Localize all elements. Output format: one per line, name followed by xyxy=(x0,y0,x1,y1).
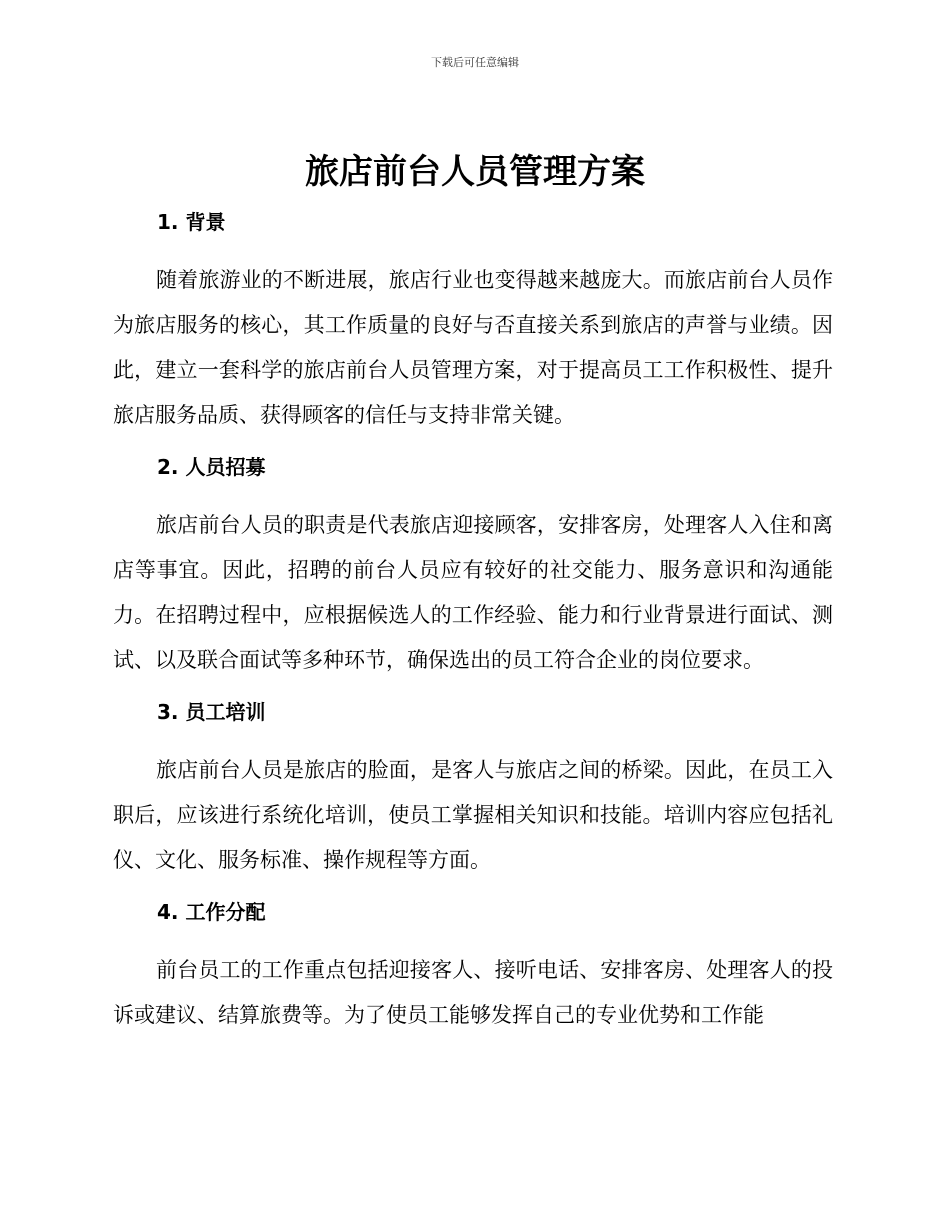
section-paragraph: 随着旅游业的不断进展，旅店行业也变得越来越庞大。而旅店前台人员作为旅店服务的核心，其工作质量的良好与否直接关系到旅店的声誉与业绩。因此，建立一套科学的旅店前台人员管理方案，对于提高员工工作积极性、提升旅店服务品质、获得顾客的信任与支持非常关键。 xyxy=(113,268,833,427)
section-paragraph: 旅店前台人员的职责是代表旅店迎接顾客，安排客房，处理客人入住和离店等事宜。因此，招聘的前台人员应有较好的社交能力、服务意识和沟通能力。在招聘过程中，应根据候选人的工作经验、能力和行业背景进行面试、测试、以及联合面试等多种环节，确保选出的员工符合企业的岗位要求。 xyxy=(113,513,833,672)
section-work-assignment xyxy=(113,890,833,1038)
page-header-note: 下载后可任意编辑 xyxy=(431,56,519,69)
section-background xyxy=(113,200,833,445)
section-paragraph: 前台员工的工作重点包括迎接客人、接听电话、安排客房、处理客人的投诉或建议、结算旅费等。为了使员工能够发挥自己的专业优势和工作能 xyxy=(113,958,833,1027)
section-paragraph: 旅店前台人员是旅店的脸面，是客人与旅店之间的桥梁。因此，在员工入职后，应该进行系统化培训，使员工掌握相关知识和技能。培训内容应包括礼仪、文化、服务标准、操作规程等方面。 xyxy=(113,758,833,872)
section-heading: 4. 工作分配 xyxy=(157,900,266,924)
section-training xyxy=(113,690,833,890)
document-title: 旅店前台人员管理方案 xyxy=(305,152,645,192)
section-heading: 3. 员工培训 xyxy=(157,700,266,724)
section-heading: 1. 背景 xyxy=(157,210,226,234)
document-body xyxy=(113,200,833,1038)
section-recruitment xyxy=(113,445,833,690)
section-heading: 2. 人员招募 xyxy=(157,455,266,479)
